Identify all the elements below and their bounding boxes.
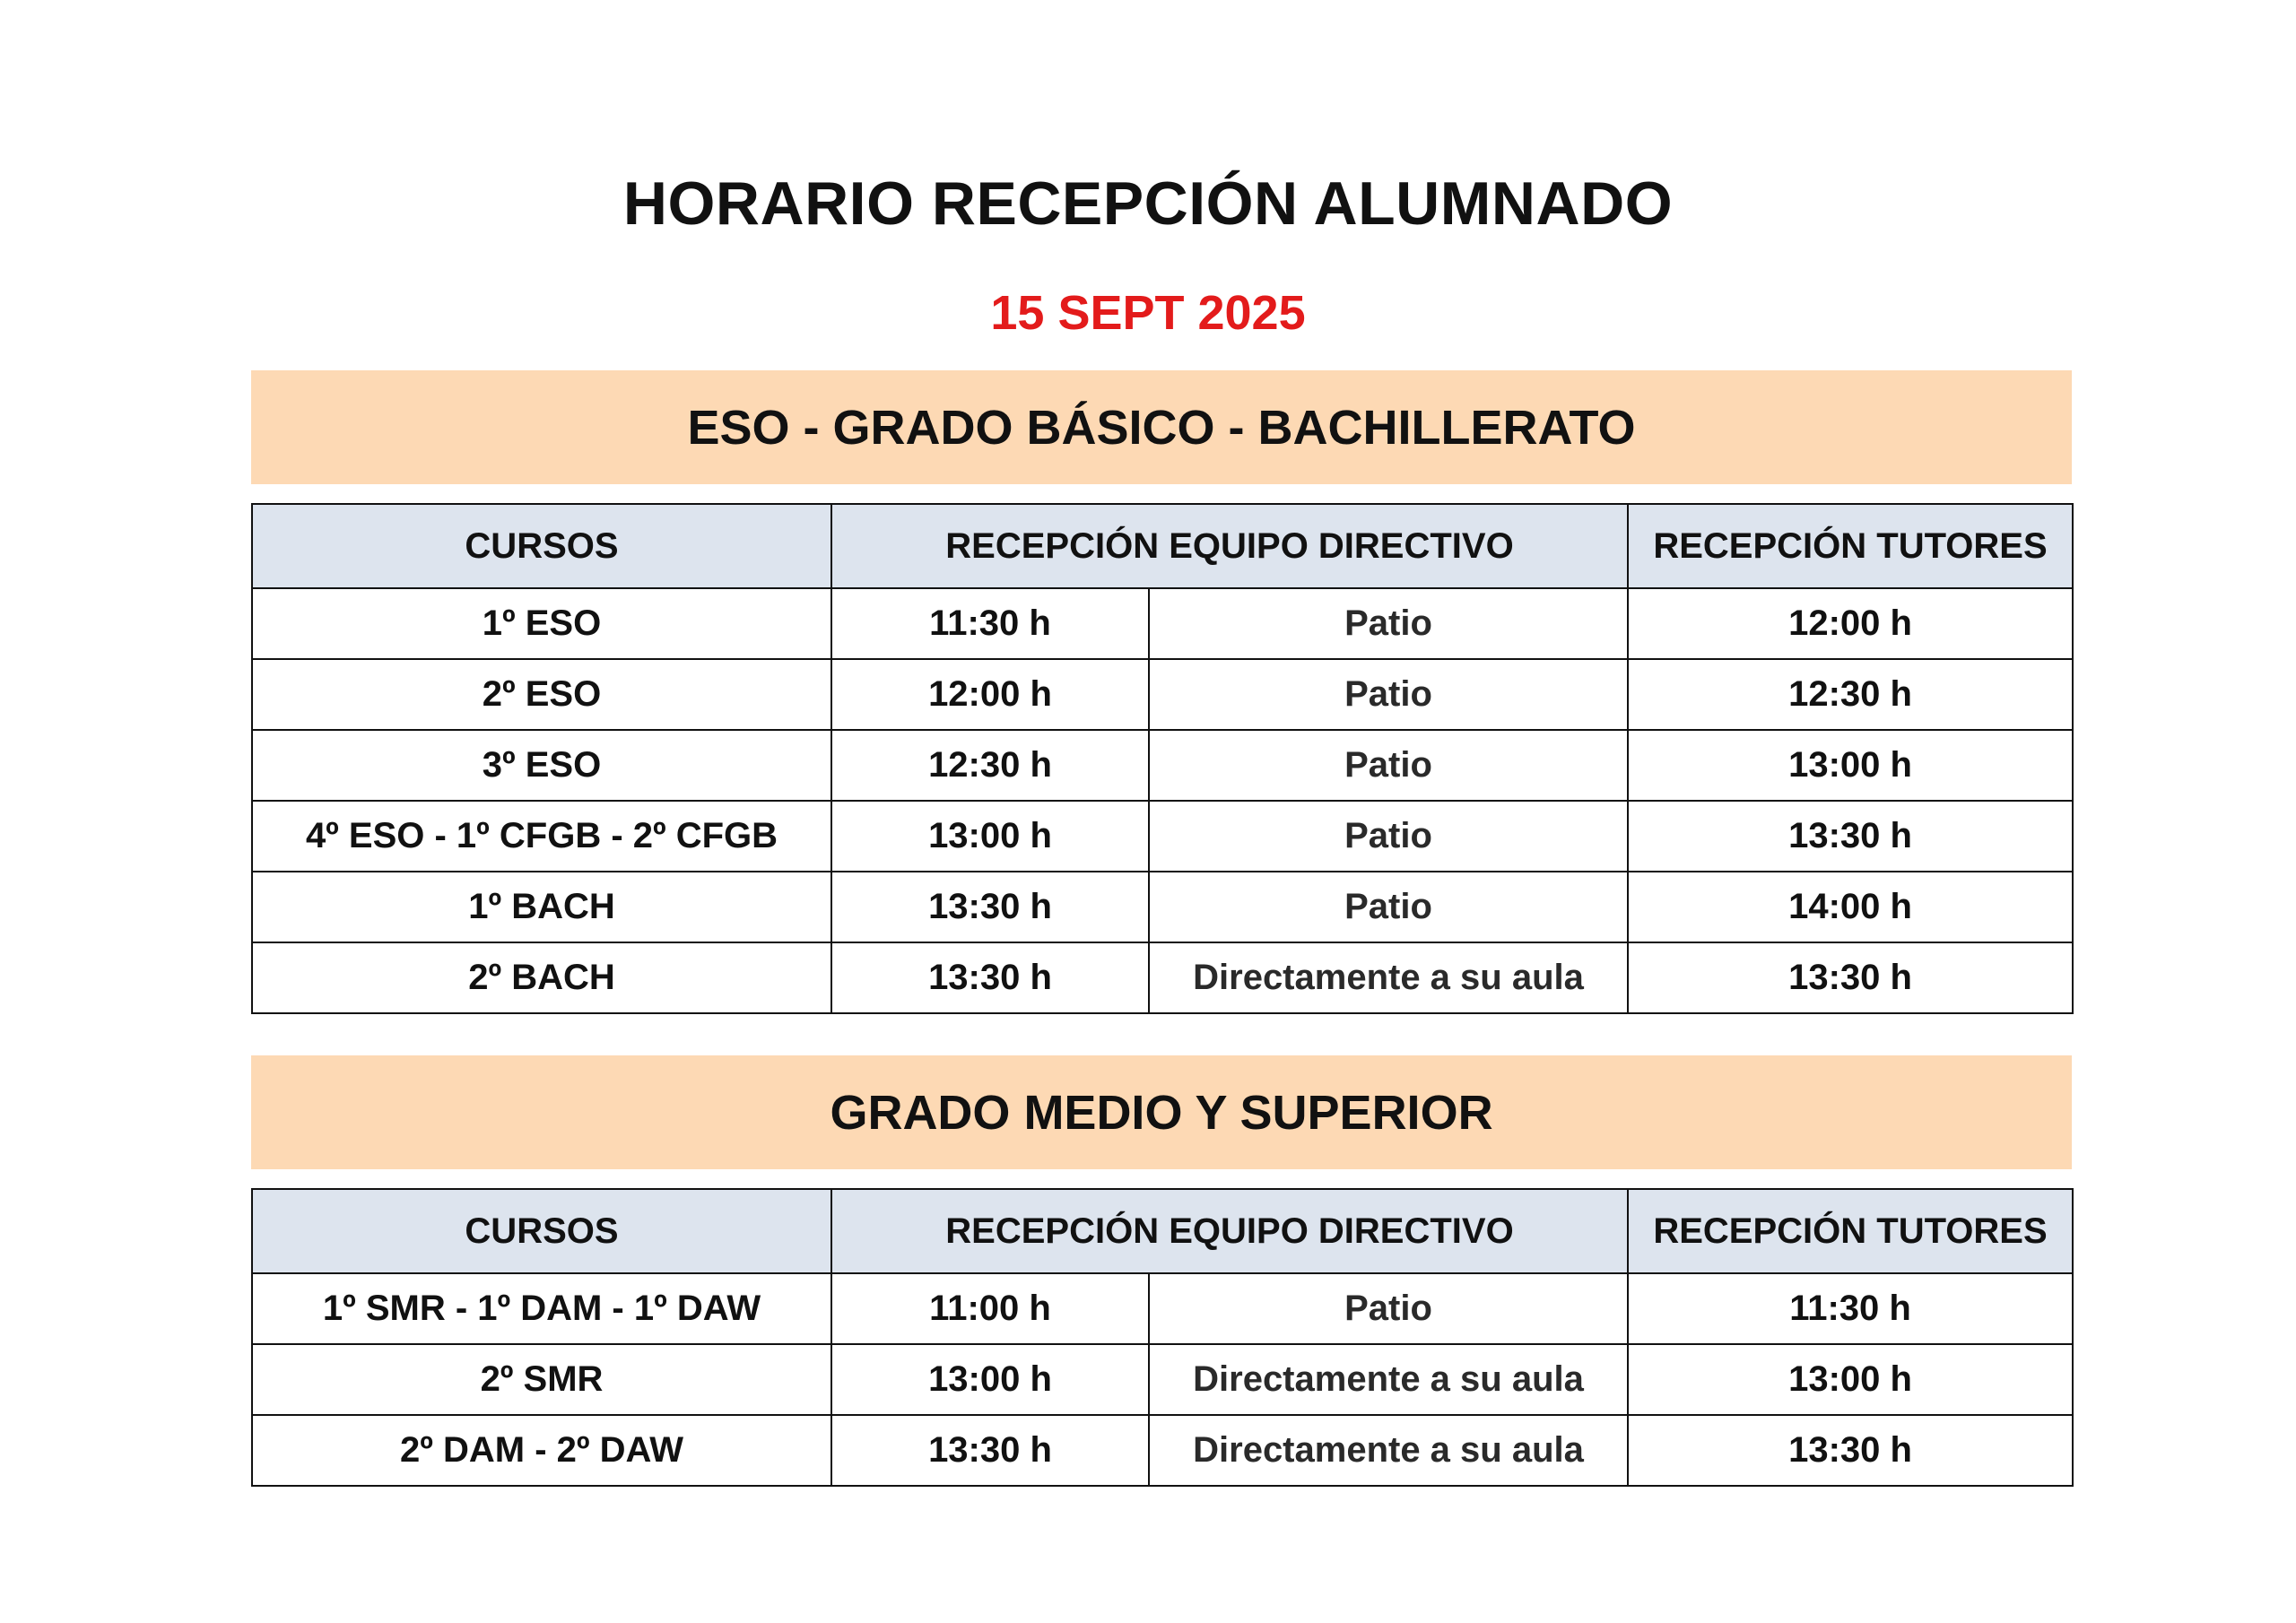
- cell-hora-tutores: 13:00 h: [1628, 1344, 2073, 1415]
- cell-lugar: Patio: [1149, 801, 1628, 872]
- cell-curso: 2º DAM - 2º DAW: [252, 1415, 831, 1486]
- cell-hora-directivo: 11:30 h: [831, 588, 1149, 659]
- cell-hora-directivo: 13:00 h: [831, 1344, 1149, 1415]
- cell-curso: 2º SMR: [252, 1344, 831, 1415]
- cell-hora-tutores: 12:30 h: [1628, 659, 2073, 730]
- column-header-tutores: RECEPCIÓN TUTORES: [1628, 504, 2073, 588]
- cell-hora-directivo: 13:30 h: [831, 942, 1149, 1013]
- cell-hora-directivo: 11:00 h: [831, 1273, 1149, 1344]
- column-header-equipo-directivo: RECEPCIÓN EQUIPO DIRECTIVO: [831, 1189, 1628, 1273]
- cell-lugar: Patio: [1149, 588, 1628, 659]
- cell-curso: 1º BACH: [252, 872, 831, 942]
- schedule-table-eso: [251, 503, 2074, 1014]
- date-subtitle: 15 SEPT 2025: [990, 286, 1306, 340]
- column-header-tutores: RECEPCIÓN TUTORES: [1628, 1189, 2073, 1273]
- column-header-cursos: CURSOS: [252, 1189, 831, 1273]
- cell-hora-directivo: 13:30 h: [831, 1415, 1149, 1486]
- table-row: [252, 659, 2073, 730]
- section-banner-eso: ESO - GRADO BÁSICO - BACHILLERATO: [251, 370, 2072, 484]
- cell-hora-tutores: 14:00 h: [1628, 872, 2073, 942]
- table-row: [252, 730, 2073, 801]
- table-row: [252, 1273, 2073, 1344]
- cell-lugar: Patio: [1149, 1273, 1628, 1344]
- cell-hora-tutores: 13:30 h: [1628, 1415, 2073, 1486]
- cell-hora-tutores: 13:00 h: [1628, 730, 2073, 801]
- cell-lugar: Directamente a su aula: [1149, 942, 1628, 1013]
- cell-lugar: Patio: [1149, 872, 1628, 942]
- table-header-row: [252, 504, 2073, 588]
- cell-curso: 1º SMR - 1º DAM - 1º DAW: [252, 1273, 831, 1344]
- cell-lugar: Directamente a su aula: [1149, 1344, 1628, 1415]
- table-row: [252, 872, 2073, 942]
- table-row: [252, 588, 2073, 659]
- cell-hora-tutores: 13:30 h: [1628, 942, 2073, 1013]
- cell-hora-tutores: 11:30 h: [1628, 1273, 2073, 1344]
- cell-curso: 2º ESO: [252, 659, 831, 730]
- cell-lugar: Directamente a su aula: [1149, 1415, 1628, 1486]
- cell-curso: 2º BACH: [252, 942, 831, 1013]
- cell-lugar: Patio: [1149, 730, 1628, 801]
- column-header-cursos: CURSOS: [252, 504, 831, 588]
- cell-hora-directivo: 13:00 h: [831, 801, 1149, 872]
- cell-curso: 3º ESO: [252, 730, 831, 801]
- section-banner-grado-medio-superior: GRADO MEDIO Y SUPERIOR: [251, 1055, 2072, 1169]
- table-row: [252, 1344, 2073, 1415]
- cell-hora-directivo: 13:30 h: [831, 872, 1149, 942]
- cell-hora-directivo: 12:30 h: [831, 730, 1149, 801]
- cell-curso: 4º ESO - 1º CFGB - 2º CFGB: [252, 801, 831, 872]
- cell-hora-tutores: 13:30 h: [1628, 801, 2073, 872]
- table-row: [252, 1415, 2073, 1486]
- cell-hora-tutores: 12:00 h: [1628, 588, 2073, 659]
- table-row: [252, 801, 2073, 872]
- column-header-equipo-directivo: RECEPCIÓN EQUIPO DIRECTIVO: [831, 504, 1628, 588]
- table-row: [252, 942, 2073, 1013]
- cell-lugar: Patio: [1149, 659, 1628, 730]
- table-header-row: [252, 1189, 2073, 1273]
- cell-curso: 1º ESO: [252, 588, 831, 659]
- schedule-table-grado-medio-superior: [251, 1188, 2074, 1487]
- page-title: HORARIO RECEPCIÓN ALUMNADO: [622, 169, 1674, 238]
- cell-hora-directivo: 12:00 h: [831, 659, 1149, 730]
